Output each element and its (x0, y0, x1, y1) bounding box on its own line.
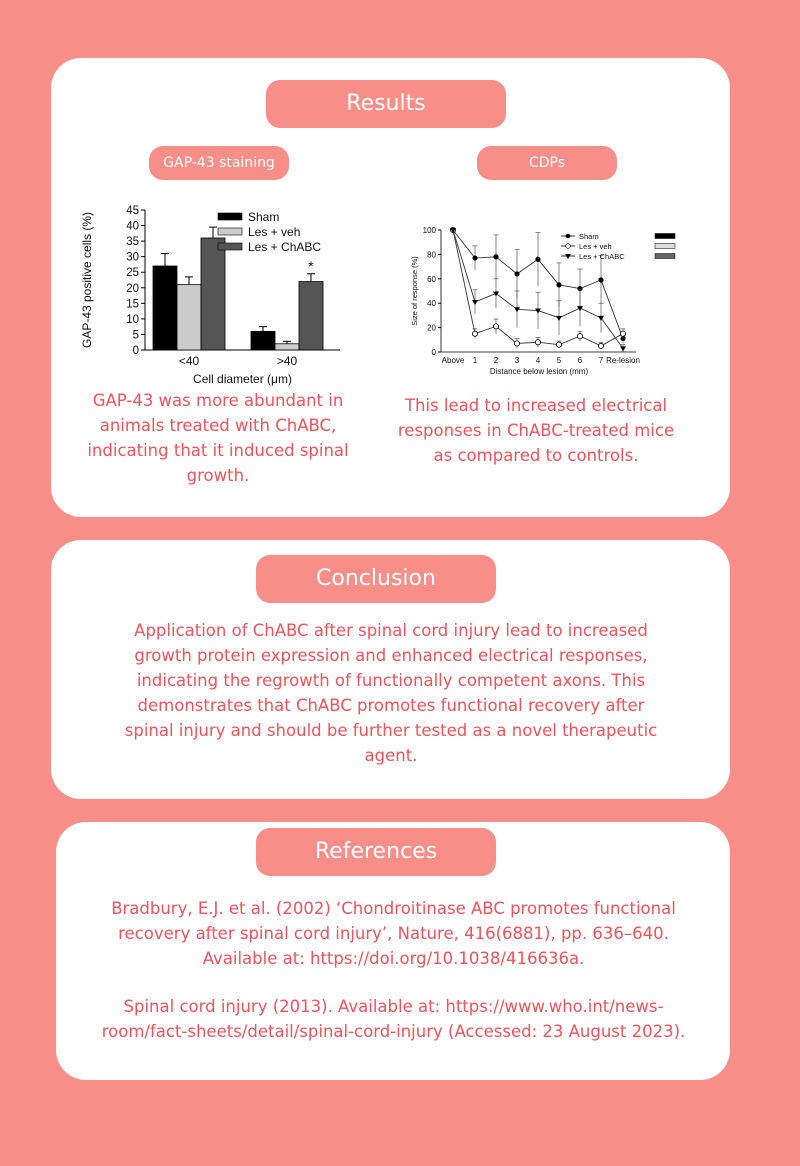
conclusion-title: Conclusion (256, 555, 496, 603)
data-point (577, 334, 582, 339)
data-point (472, 331, 477, 336)
data-point (620, 331, 625, 336)
bar-les-veh (275, 344, 299, 350)
y-tick-label: 40 (427, 299, 436, 309)
x-tick-label: 3 (514, 356, 520, 365)
x-tick-label: 2 (493, 356, 499, 365)
cdp-chart (411, 218, 711, 388)
legend-swatch (655, 244, 675, 249)
gap43-label: GAP-43 staining (149, 146, 289, 180)
legend-marker (565, 254, 571, 259)
x-tick-label: 4 (535, 356, 541, 365)
legend-label: Sham (579, 232, 599, 241)
y-axis-label: Size of response (%) (410, 256, 419, 326)
gap43-bar-chart (75, 198, 395, 388)
data-point (535, 340, 540, 345)
references-title: References (256, 828, 496, 876)
legend-swatch (655, 234, 675, 239)
x-tick-label: 6 (577, 356, 583, 365)
results-title: Results (266, 80, 506, 128)
legend-marker (566, 234, 571, 239)
data-point (556, 282, 561, 287)
y-tick-label: 35 (126, 236, 139, 249)
y-axis-label: GAP-43 positive cells (%) (80, 211, 94, 349)
x-tick-label: Re-lesion (606, 356, 640, 365)
y-tick-label: 25 (126, 267, 139, 280)
legend-swatch (218, 213, 242, 220)
legend-swatch (655, 254, 675, 259)
data-point (620, 346, 626, 351)
bar-les-veh (177, 285, 201, 350)
legend-label: Les + veh (579, 242, 612, 251)
cdps-label: CDPs (477, 146, 617, 180)
legend-swatch (218, 228, 242, 235)
y-tick-label: 45 (126, 205, 139, 217)
data-point (598, 343, 603, 348)
data-point (514, 341, 519, 346)
gap43-chart (75, 198, 395, 388)
y-tick-label: 20 (427, 323, 436, 333)
gap43-caption: GAP-43 was more abundant in animals treated with ChABC, indicating that it induced spinal growth. (87, 391, 349, 485)
y-tick-label: 20 (126, 282, 139, 295)
reference-1: Bradbury, E.J. et al. (2002) ‘Chondroitinase ABC promotes functional recovery after spinal cord injury’, Nature, 416(6881), pp. 636–640. Available at: https://doi.org/10.1038/416636a. (111, 899, 676, 968)
data-point (598, 277, 603, 282)
y-tick-label: 15 (126, 298, 139, 311)
x-tick-label: Above (441, 356, 465, 365)
y-tick-label: 10 (126, 313, 139, 326)
x-axis-label: Cell diameter (μm) (193, 372, 292, 386)
bar-les-chabc (299, 282, 323, 350)
x-tick-label: >40 (276, 354, 298, 368)
data-point (535, 257, 540, 262)
y-tick-label: 40 (126, 220, 139, 233)
legend-label: Les + veh (248, 225, 301, 239)
legend-label: Sham (248, 210, 280, 224)
y-tick-label: 60 (427, 274, 436, 284)
references-card (56, 822, 730, 1080)
legend-label: Les + ChABC (579, 252, 625, 261)
legend-label: Les + ChABC (248, 240, 322, 254)
y-tick-label: 80 (427, 250, 436, 260)
conclusion-card (51, 540, 730, 799)
data-point (556, 342, 561, 347)
y-tick-label: 0 (132, 345, 139, 357)
reference-2: Spinal cord injury (2013). Available at: https://www.who.int/news-room/fact-sheets/detail/spinal-cord-injury (Accessed: 23 August 2023). (101, 997, 686, 1041)
data-point (493, 324, 498, 329)
bar-sham (153, 266, 177, 350)
y-tick-label: 5 (132, 329, 139, 342)
conclusion-text: Application of ChABC after spinal cord injury lead to increased growth protein expression and enhanced electrical responses, indicating the regrowth of functionally competent axons. This demonstrates that ChABC promotes functional recovery after spinal injury and should be further tested as a novel therapeutic agent. (124, 621, 658, 765)
results-card (51, 58, 730, 517)
significance-marker: * (308, 257, 314, 274)
x-tick-label: 5 (556, 356, 562, 365)
legend-marker (566, 244, 571, 249)
bar-les-chabc (201, 238, 225, 350)
bar-sham (251, 331, 275, 350)
x-tick-label: 1 (472, 356, 478, 365)
data-point (514, 271, 519, 276)
data-point (472, 300, 478, 305)
x-axis-label: Distance below lesion (mm) (489, 367, 589, 376)
data-point (556, 316, 562, 321)
legend-swatch (218, 243, 242, 250)
data-point (472, 255, 477, 260)
x-tick-label: 7 (598, 356, 604, 365)
data-point (493, 254, 498, 259)
y-tick-label: 100 (422, 226, 436, 235)
cdp-caption: This lead to increased electrical responses in ChABC-treated mice as compared to controls. (397, 396, 675, 465)
cdp-line-chart (411, 218, 711, 388)
y-tick-label: 0 (431, 348, 436, 357)
y-tick-label: 30 (126, 251, 139, 264)
x-tick-label: <40 (178, 354, 200, 368)
